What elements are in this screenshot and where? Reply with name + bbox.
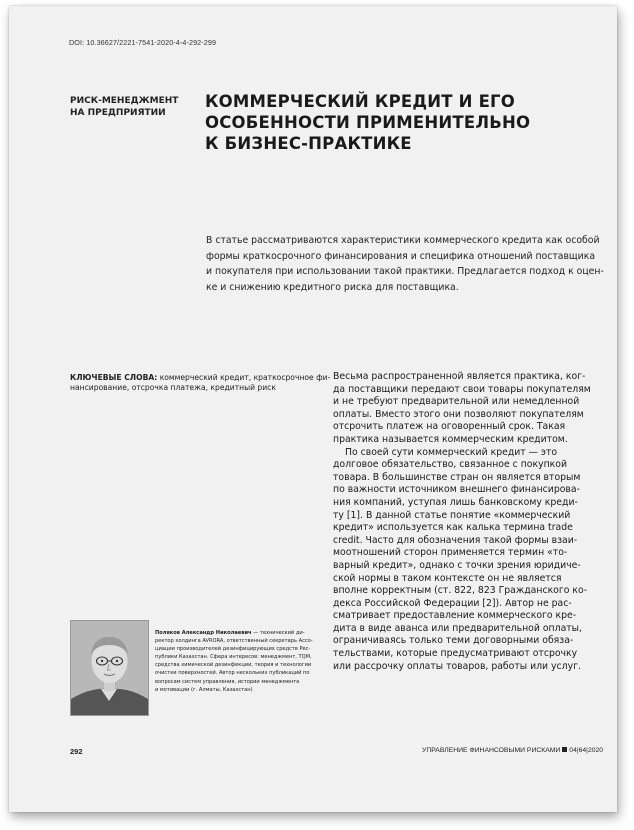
body-line: ту [1]. В данной статье понятие «коммерческий [333, 509, 571, 521]
body-line: тельствами, которые предусматривают отсрочку [333, 648, 578, 660]
title-line: КОММЕРЧЕСКИЙ КРЕДИТ И ЕГО [205, 92, 516, 111]
body-line: оплаты. Вместо этого они позволяют покупателям [333, 408, 584, 420]
author-portrait-image [71, 621, 148, 715]
author-bio-line: очистки поверхностей. Автор нескольких публикаций по [155, 670, 310, 677]
title-line: ОСОБЕННОСТИ ПРИМЕНИТЕЛЬНО [205, 113, 531, 132]
title-line: К БИЗНЕС-ПРАКТИКЕ [205, 134, 412, 153]
author-bio-line: и мотивации (г. Алматы, Казахстан) [155, 686, 253, 693]
section-line: НА ПРЕДПРИЯТИИ [70, 108, 166, 118]
author-bio-line: циации производителей дезинфицирующих средств Рес- [155, 646, 311, 653]
body-line: ской нормы в таком контексте он не является [333, 572, 562, 584]
author-bio [155, 629, 330, 694]
body-line: товара. В большинстве стран он является вторым [333, 471, 581, 483]
keywords-label: КЛЮЧЕВЫЕ СЛОВА: [70, 373, 158, 382]
abstract [206, 233, 604, 295]
author-bio-line: публики Казахстан. Сфера интересов: менеджмент, TQM, [155, 654, 312, 661]
body-line: отсрочить платеж на оговоренный срок. Такая [333, 421, 566, 433]
keywords-line [70, 373, 331, 383]
body-line: сматривает предоставление коммерческого кре- [333, 610, 577, 622]
keywords-text: коммерческий кредит, краткосрочное фи- [157, 373, 331, 382]
body-line: по важности источником внешнего финансирова- [333, 484, 580, 496]
body-line: credit. Часто для обозначения такой формы взаи- [333, 534, 578, 546]
author-bio-line: вопросам систем управления, истории менеджмента [155, 678, 300, 685]
doi: DOI: 10.36627/2221-7541-2020-4-4-292-299 [69, 38, 217, 47]
abstract-line: В статье рассматриваются характеристики коммерческого кредита как особой [206, 235, 600, 246]
article-title [205, 91, 585, 154]
journal-issue: 04|64|2020 [569, 747, 604, 754]
section-heading [70, 95, 178, 119]
journal-footer [422, 747, 603, 754]
body-line: Весьма распространенной является практика, ког- [333, 371, 586, 382]
abstract-line: ке и снижению кредитного риска для поставщика. [206, 281, 459, 293]
body-line: декса Российской Федерации [2]). Автор не рас- [333, 597, 572, 609]
keywords-text: нансирование, отсрочка платежа, кредитный риск [70, 383, 276, 392]
body-line: По своей сути коммерческий кредит — это [345, 446, 558, 458]
square-bullet-icon [562, 747, 567, 752]
author-bio-text: — технический ди- [251, 630, 305, 636]
body-line: ограничиваясь только теми договорными обяза- [333, 635, 574, 647]
body-line: варный кредит», однако с точки зрения юридиче- [333, 559, 581, 571]
journal-name: УПРАВЛЕНИЕ ФИНАНСОВЫМИ РИСКАМИ [422, 747, 561, 754]
body-line: ния компаний, уступая лишь банковскому креди- [333, 496, 578, 508]
author-name: Поляков Александр Николаевич [155, 630, 252, 636]
body-line: вполне корректным (ст. 822, 823 Гражданского ко- [333, 585, 588, 597]
body-text [333, 371, 593, 673]
author-bio-line [155, 629, 330, 637]
author-bio-line: ректор холдинга AVRORA, ответственный секретарь Ассо- [155, 638, 313, 645]
abstract-line: и покупателя при использовании такой практики. Предлагается подход к оцен- [206, 266, 604, 278]
body-line: практика называется коммерческим кредитом. [333, 433, 568, 445]
body-line: и не требуют предварительной или немедленной [333, 396, 580, 408]
body-line: долговое обязательство, связанное с покупкой [333, 459, 568, 471]
body-line: дита в виде аванса или предварительной оплаты, [333, 622, 582, 634]
body-line: или рассрочку оплаты товаров, работы или услуг. [333, 660, 581, 672]
page-number: 292 [70, 747, 83, 756]
section-line: РИСК-МЕНЕДЖМЕНТ [70, 96, 179, 106]
keywords [70, 373, 331, 393]
body-line: моотношений сторон применяется термин «то- [333, 547, 568, 559]
author-bio-line: средства химической дезинфекции, теория и технологии [155, 662, 312, 669]
author-photo [70, 620, 149, 716]
body-line: кредит» используется как калька термина trade [333, 522, 573, 534]
body-line: да поставщики передают свои товары покупателям [333, 383, 591, 395]
abstract-line: формы краткосрочного финансирования и специфика отношений поставщика [206, 250, 596, 262]
